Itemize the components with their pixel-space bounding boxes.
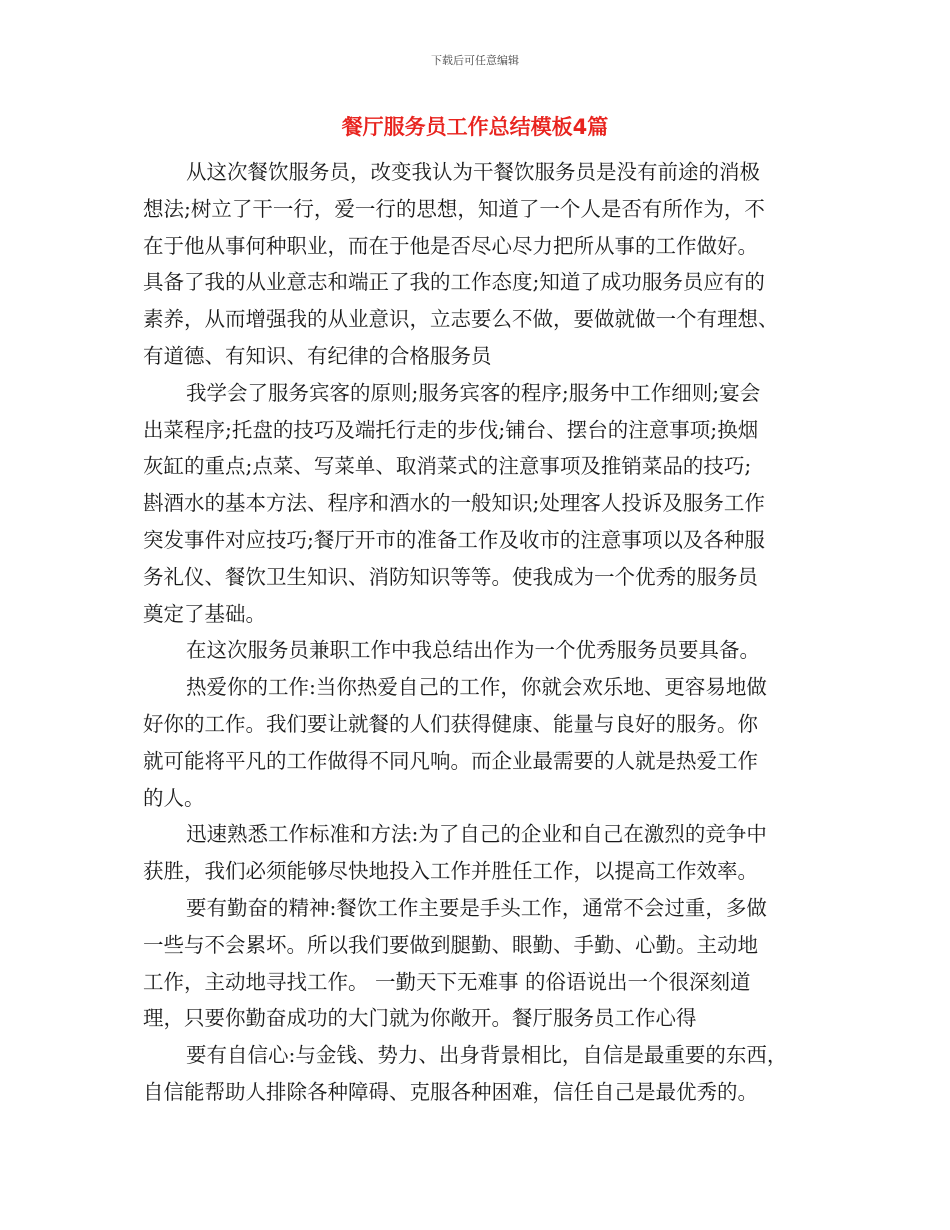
body-text-line: 有道德、有知识、有纪律的合格服务员 [143, 344, 492, 368]
body-text-line: 要有勤奋的精神:餐饮工作主要是手头工作，通常不会过重，多做 [186, 896, 767, 920]
body-text-line: 素养，从而增强我的从业意识，立志要么不做，要做就做一个有理想、 [143, 307, 779, 332]
body-text-line: 就可能将平凡的工作做得不同凡响。而企业最需要的人就是热爱工作 [143, 748, 758, 773]
body-text-line: 突发事件对应技巧;餐厅开市的准备工作及收市的注意事项以及各种服 [143, 528, 765, 552]
body-text-line: 斟酒水的基本方法、程序和酒水的一般知识;处理客人投诉及服务工作 [143, 491, 765, 516]
body-text-line: 获胜，我们必须能够尽快地投入工作并胜任工作，以提高工作效率。 [143, 859, 758, 884]
body-text-line: 出菜程序;托盘的技巧及端托行走的步伐;铺台、摆台的注意事项;换烟 [143, 417, 759, 442]
body-text-line: 我学会了服务宾客的原则;服务宾客的程序;服务中工作细则;宴会 [186, 380, 761, 405]
body-text-line: 务礼仪、餐饮卫生知识、消防知识等等。使我成为一个优秀的服务员 [143, 564, 758, 589]
body-text-line: 迅速熟悉工作标准和方法:为了自己的企业和自己在激烈的竞争中 [186, 822, 767, 847]
header-note: 下载后可任意编辑 [431, 54, 519, 67]
body-text-line: 自信能帮助人排除各种障碍、克服各种困难，信任自己是最优秀的。 [143, 1080, 758, 1104]
document-title: 餐厅服务员工作总结模板4篇 [341, 115, 609, 139]
body-text-line: 热爱你的工作:当你热爱自己的工作，你就会欢乐地、更容易地做 [186, 675, 767, 700]
body-text-line: 灰缸的重点;点菜、写菜单、取消菜式的注意事项及推销菜品的技巧; [143, 454, 752, 479]
body-text-line: 从这次餐饮服务员，改变我认为干餐饮服务员是没有前途的消极 [186, 160, 760, 184]
body-text-line: 奠定了基础。 [143, 601, 266, 626]
body-text-line: 一些与不会累坏。所以我们要做到腿勤、眼勤、手勤、心勤。主动地 [143, 932, 758, 957]
body-text-line: 理，只要你勤奋成功的大门就为你敞开。餐厅服务员工作心得 [143, 1006, 697, 1031]
body-text-line: 在这次服务员兼职工作中我总结出作为一个优秀服务员要具备。 [186, 638, 760, 663]
body-text-line: 在于他从事何种职业，而在于他是否尽心尽力把所从事的工作做好。 [143, 233, 758, 258]
body-text-line: 想法;树立了干一行，爱一行的思想，知道了一个人是否有所作为，不 [143, 196, 765, 221]
body-text-line: 工作，主动地寻找工作。 一勤天下无难事 的俗语说出一个很深刻道 [143, 969, 751, 994]
body-text-line: 好你的工作。我们要让就餐的人们获得健康、能量与良好的服务。你 [143, 712, 758, 736]
body-text-line: 要有自信心:与金钱、势力、出身背景相比，自信是最重要的东西， [186, 1043, 788, 1068]
body-text-line: 的人。 [143, 785, 205, 810]
body-text-line: 具备了我的从业意志和端正了我的工作态度;知道了成功服务员应有的 [143, 270, 765, 295]
